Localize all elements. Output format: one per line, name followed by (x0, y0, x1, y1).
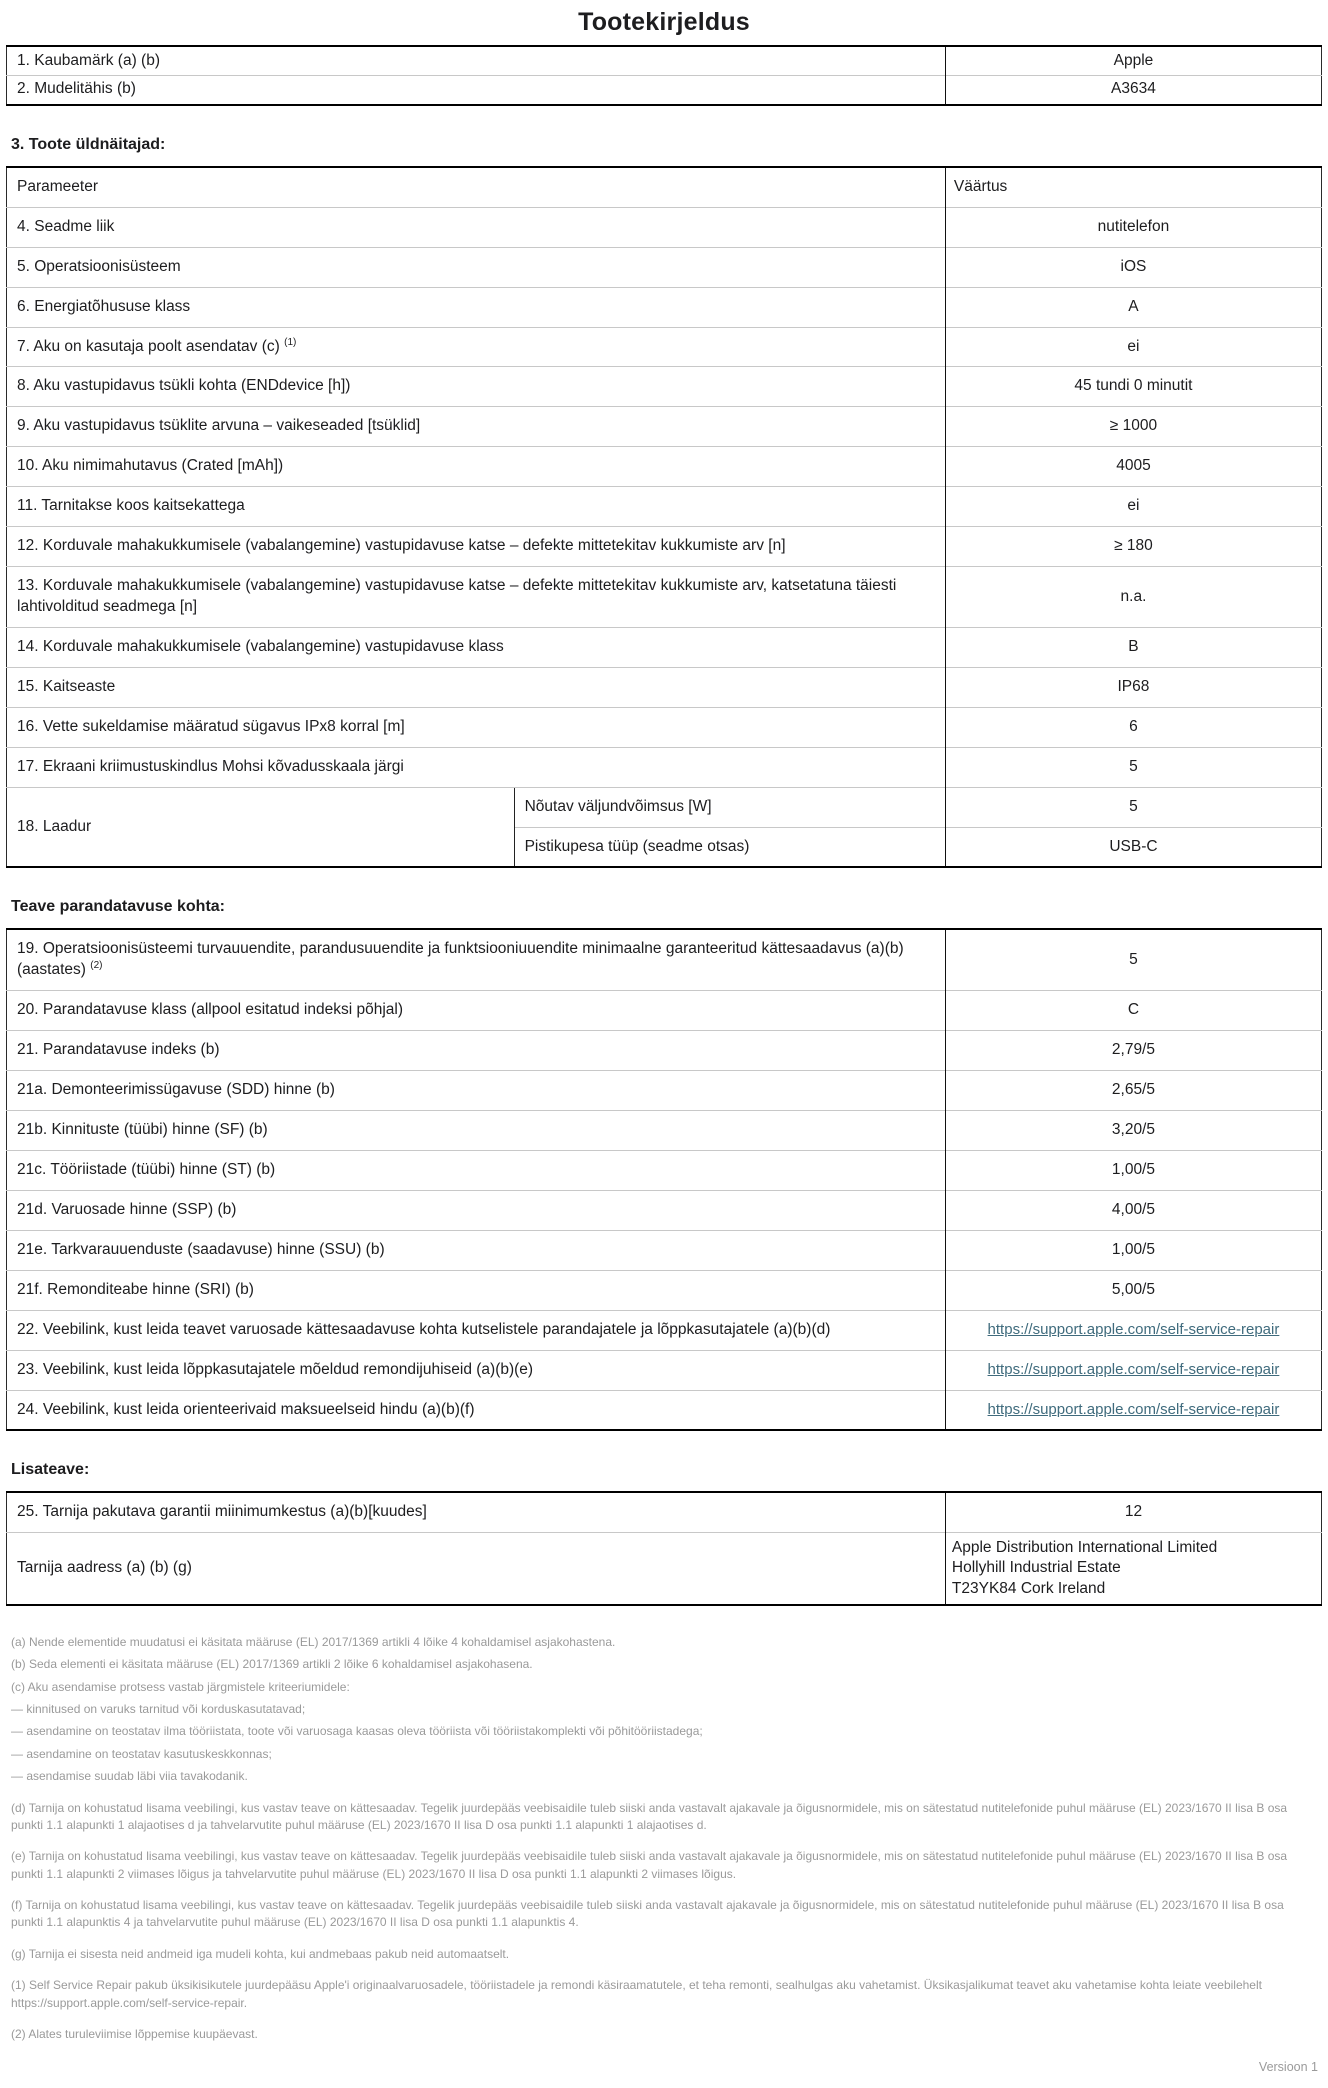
row-label: 8. Aku vastupidavus tsükli kohta (ENDdevice [h]) (7, 367, 946, 407)
footnote: (1) Self Service Repair pakub üksikisikutele juurdepääsu Apple'i originaalvaruosadele, tööriistadele ja remondi käsiraamatutele, et teha remonti, sealhulgas aku vahetamist. Üksikasjalikumat teavet aku vahetamise kohta leiate veebilehelt https://support.apple.com/self-service-repair. (11, 1978, 1262, 2010)
row-value: ≥ 1000 (945, 407, 1321, 447)
row-label: 7. Aku on kasutaja poolt asendatav (c) $^{(1)}$ (7, 327, 946, 367)
row-label: 19. Operatsioonisüsteemi turvauuendite, parandusuuendite ja funktsiooniuuendite minimaalne garanteeritud kättesaadavus (a)(b)(aastates) $^{(2)}$ (17, 940, 904, 979)
footnote: (d) Tarnija on kohustatud lisama veebilingi, kus vastav teave on kättesaadav. Tegelik juurdepääs veebisaidile tuleb siiski anda vastavalt ajakavale ja õigusnormidele, mis on sätestatud nutitelefonide puhul määruse (EL) 2023/1670 II lisa B osa punkti 1.1 alapunkti 1 alajaotises d ja tahvelarvutite puhul määruse (EL) 2023/1670 II lisa D osa punkti 1.1 alapunkti 1 alajaotises d. (11, 1800, 1288, 1832)
row-value: USB-C (945, 827, 1321, 867)
row-label: 21b. Kinnituste (tüübi) hinne (SF) (b) (7, 1111, 946, 1151)
row-value: ei (945, 487, 1321, 527)
row-label: 13. Korduvale mahakukkumisele (vabalangemine) vastupidavuse katse – defekte mittetekitav kukkumiste arv, katsetatuna täiesti lahtivolditud seadmega [n] (7, 567, 946, 628)
table-row (7, 1270, 1322, 1310)
additional-table (6, 1491, 1322, 1605)
row-label: 14. Korduvale mahakukkumisele (vabalangemine) vastupidavuse klass (7, 627, 946, 667)
table-row (7, 247, 1322, 287)
table-row (7, 1350, 1322, 1390)
table-row (7, 627, 1322, 667)
row-value: 5 (945, 787, 1321, 827)
support-link[interactable]: https://support.apple.com/self-service-repair (987, 1320, 1280, 1338)
row-label: 1. Kaubamärk (a) (b) (17, 51, 160, 69)
row-value: n.a. (945, 567, 1321, 628)
row-value-cell (945, 1350, 1321, 1390)
table-row (7, 447, 1322, 487)
supplier-address (945, 1533, 1321, 1605)
row-label: 17. Ekraani kriimustuskindlus Mohsi kõvadusskaala järgi (7, 747, 946, 787)
row-value: 5 (945, 747, 1321, 787)
repairability-table (6, 928, 1322, 1431)
general-table (6, 166, 1322, 869)
footnote: — kinnitused on varuks tarnitud või korduskasutatavad; (11, 1701, 306, 1716)
row-value-cell (945, 1310, 1321, 1350)
address-line: Apple Distribution International Limited (951, 1539, 1218, 1557)
footnotes-block (6, 1634, 1322, 2049)
footnote: (f) Tarnija on kohustatud lisama veebilingi, kus vastav teave on kättesaadav. Tegelik juurdepääs veebisaidile tuleb siiski anda vastavalt ajakavale ja õigusnormidele, mis on sätestatud nutitelefonide puhul määruse (EL) 2023/1670 II lisa B osa punkti 1.1 alapunktis 4 ja tahvelarvutite puhul määruse (EL) 2023/1670 II lisa D osa punkti 1.1 alapunktis 4. (11, 1898, 1284, 1930)
row-sublabel: Pistikupesa tüüp (seadme otsas) (514, 827, 945, 867)
row-label: 4. Seadme liik (7, 207, 946, 247)
row-label: 21. Parandatavuse indeks (b) (7, 1031, 946, 1071)
row-value: 6 (945, 707, 1321, 747)
footnote: — asendamise suudab läbi viia tavakodanik. (11, 1769, 248, 1784)
row-value: 4005 (945, 447, 1321, 487)
table-row (7, 75, 1322, 104)
column-header-value: Väärtus (945, 167, 1321, 207)
row-label: 6. Energiatõhususe klass (7, 287, 946, 327)
row-value: 3,20/5 (945, 1111, 1321, 1151)
table-row (7, 991, 1322, 1031)
row-label: 25. Tarnija pakutava garantii miinimumkestus (a)(b)[kuudes] (17, 1503, 427, 1521)
row-label: 21a. Demonteerimissügavuse (SDD) hinne (b) (7, 1071, 946, 1111)
row-value: Apple (945, 46, 1321, 75)
column-header-parameter: Parameeter (17, 177, 98, 195)
row-label: 12. Korduvale mahakukkumisele (vabalangemine) vastupidavuse katse – defekte mittetekitav kukkumiste arv [n] (7, 527, 946, 567)
table-row (7, 46, 1322, 75)
page-title: Tootekirjeldus (578, 8, 750, 36)
footnote: — asendamine on teostatav ilma tööriistata, toote või varuosaga kaasas oleva tööriista või tööriistakomplekti või põhitööriistadega; (11, 1724, 703, 1739)
table-row (7, 1230, 1322, 1270)
row-label: 15. Kaitseaste (7, 667, 946, 707)
table-row (7, 1150, 1322, 1190)
row-value: 4,00/5 (945, 1190, 1321, 1230)
row-value: ei (945, 327, 1321, 367)
footnote: (c) Aku asendamise protsess vastab järgmistele kriteeriumidele: (11, 1679, 350, 1694)
identification-table (6, 45, 1322, 106)
row-label: 23. Veebilink, kust leida lõppkasutajatele mõeldud remondijuhiseid (a)(b)(e) (7, 1350, 946, 1390)
row-label: Tarnija aadress (a) (b) (g) (7, 1533, 946, 1605)
table-row (7, 367, 1322, 407)
row-label: 5. Operatsioonisüsteem (7, 247, 946, 287)
row-label: 18. Laadur (7, 787, 515, 867)
table-row (7, 1031, 1322, 1071)
row-value: 5,00/5 (945, 1270, 1321, 1310)
table-row (7, 527, 1322, 567)
row-value: A3634 (945, 75, 1321, 104)
row-label: 2. Mudelitähis (b) (7, 75, 946, 104)
support-link[interactable]: https://support.apple.com/self-service-repair (987, 1400, 1280, 1418)
table-row (7, 287, 1322, 327)
address-line: T23YK84 Cork Ireland (951, 1579, 1106, 1597)
table-row (7, 327, 1322, 367)
footnote: (2) Alates turuleviimise lõppemise kuupäevast. (11, 2027, 258, 2042)
row-label: 22. Veebilink, kust leida teavet varuosade kättesaadavuse kohta kutselistele parandajatele ja lõppkasutajatele (a)(b)(d) (7, 1310, 946, 1350)
row-label: 21c. Tööriistade (tüübi) hinne (ST) (b) (7, 1150, 946, 1190)
section-heading-additional: Lisateave: (11, 1461, 90, 1479)
row-value: IP68 (945, 667, 1321, 707)
row-value: 1,00/5 (945, 1150, 1321, 1190)
row-label: 11. Tarnitakse koos kaitsekattega (7, 487, 946, 527)
row-value: 12 (945, 1492, 1321, 1532)
row-label: 16. Vette sukeldamise määratud sügavus IPx8 korral [m] (7, 707, 946, 747)
row-value: A (945, 287, 1321, 327)
row-value: B (945, 627, 1321, 667)
footnote-ref: (2) (90, 960, 103, 972)
section-heading-general: 3. Toote üldnäitajad: (11, 135, 166, 153)
row-label: 10. Aku nimimahutavus (Crated [mAh]) (7, 447, 946, 487)
table-row (7, 1492, 1322, 1532)
table-row (7, 1111, 1322, 1151)
row-value: 2,65/5 (945, 1071, 1321, 1111)
row-value-cell (945, 1390, 1321, 1430)
row-label: 21e. Tarkvarauuenduste (saadavuse) hinne (SSU) (b) (7, 1230, 946, 1270)
row-label: 21d. Varuosade hinne (SSP) (b) (7, 1190, 946, 1230)
table-row (7, 1310, 1322, 1350)
section-heading-repairability: Teave parandatavuse kohta: (11, 898, 226, 916)
table-row (7, 207, 1322, 247)
row-value: ≥ 180 (945, 527, 1321, 567)
table-row (7, 1071, 1322, 1111)
table-row (7, 487, 1322, 527)
row-value: iOS (945, 247, 1321, 287)
row-value: nutitelefon (945, 207, 1321, 247)
row-value: C (945, 991, 1321, 1031)
footnote: (g) Tarnija ei sisesta neid andmeid iga mudeli kohta, kui andmebaas pakub neid automaatselt. (11, 1946, 510, 1961)
address-line: Hollyhill Industrial Estate (951, 1559, 1121, 1577)
row-label: 20. Parandatavuse klass (allpool esitatud indeksi põhjal) (7, 991, 946, 1031)
footnote: (a) Nende elementide muudatusi ei käsitata määruse (EL) 2017/1369 artikli 4 lõike 4 kohaldamisel asjakohastena. (11, 1634, 616, 1649)
table-row (7, 667, 1322, 707)
table-row (7, 567, 1322, 628)
row-label: 24. Veebilink, kust leida orienteerivaid maksueelseid hindu (a)(b)(f) (7, 1390, 946, 1430)
table-row (7, 787, 1322, 827)
row-value: 1,00/5 (945, 1230, 1321, 1270)
footnote: — asendamine on teostatav kasutuskeskkonnas; (11, 1746, 272, 1761)
table-row (7, 707, 1322, 747)
table-row (7, 747, 1322, 787)
row-sublabel: Nõutav väljundvõimsus [W] (514, 787, 945, 827)
row-label: 9. Aku vastupidavus tsüklite arvuna – vaikeseaded [tsüklid] (7, 407, 946, 447)
footnote: (e) Tarnija on kohustatud lisama veebilingi, kus vastav teave on kättesaadav. Tegelik juurdepääs veebisaidile tuleb siiski anda vastavalt ajakavale ja õigusnormidele, mis on sätestatud nutitelefonide puhul määruse (EL) 2023/1670 II lisa B osa punkti 1.1 alapunkti 2 viimases lõigus ja tahvelarvutite puhul määruse (EL) 2023/1670 II lisa D osa punkti 1.1 alapunkti 2 viimases lõigus. (11, 1849, 1288, 1881)
footnote: (b) Seda elementi ei käsitata määruse (EL) 2017/1369 artikli 2 lõike 6 kohaldamisel asjakohasena. (11, 1657, 533, 1672)
table-row (7, 1190, 1322, 1230)
support-link[interactable]: https://support.apple.com/self-service-repair (987, 1360, 1280, 1378)
row-label: 21f. Remonditeabe hinne (SRI) (b) (7, 1270, 946, 1310)
table-row (7, 407, 1322, 447)
row-value: 5 (945, 929, 1321, 990)
footnote-ref: (1) (284, 336, 297, 348)
table-header-row (7, 167, 1322, 207)
table-row (7, 1390, 1322, 1430)
table-row (7, 1533, 1322, 1605)
row-value: 2,79/5 (945, 1031, 1321, 1071)
table-row (7, 929, 1322, 990)
version-label: Versioon 1 (1258, 2060, 1318, 2075)
row-value: 45 tundi 0 minutit (945, 367, 1321, 407)
